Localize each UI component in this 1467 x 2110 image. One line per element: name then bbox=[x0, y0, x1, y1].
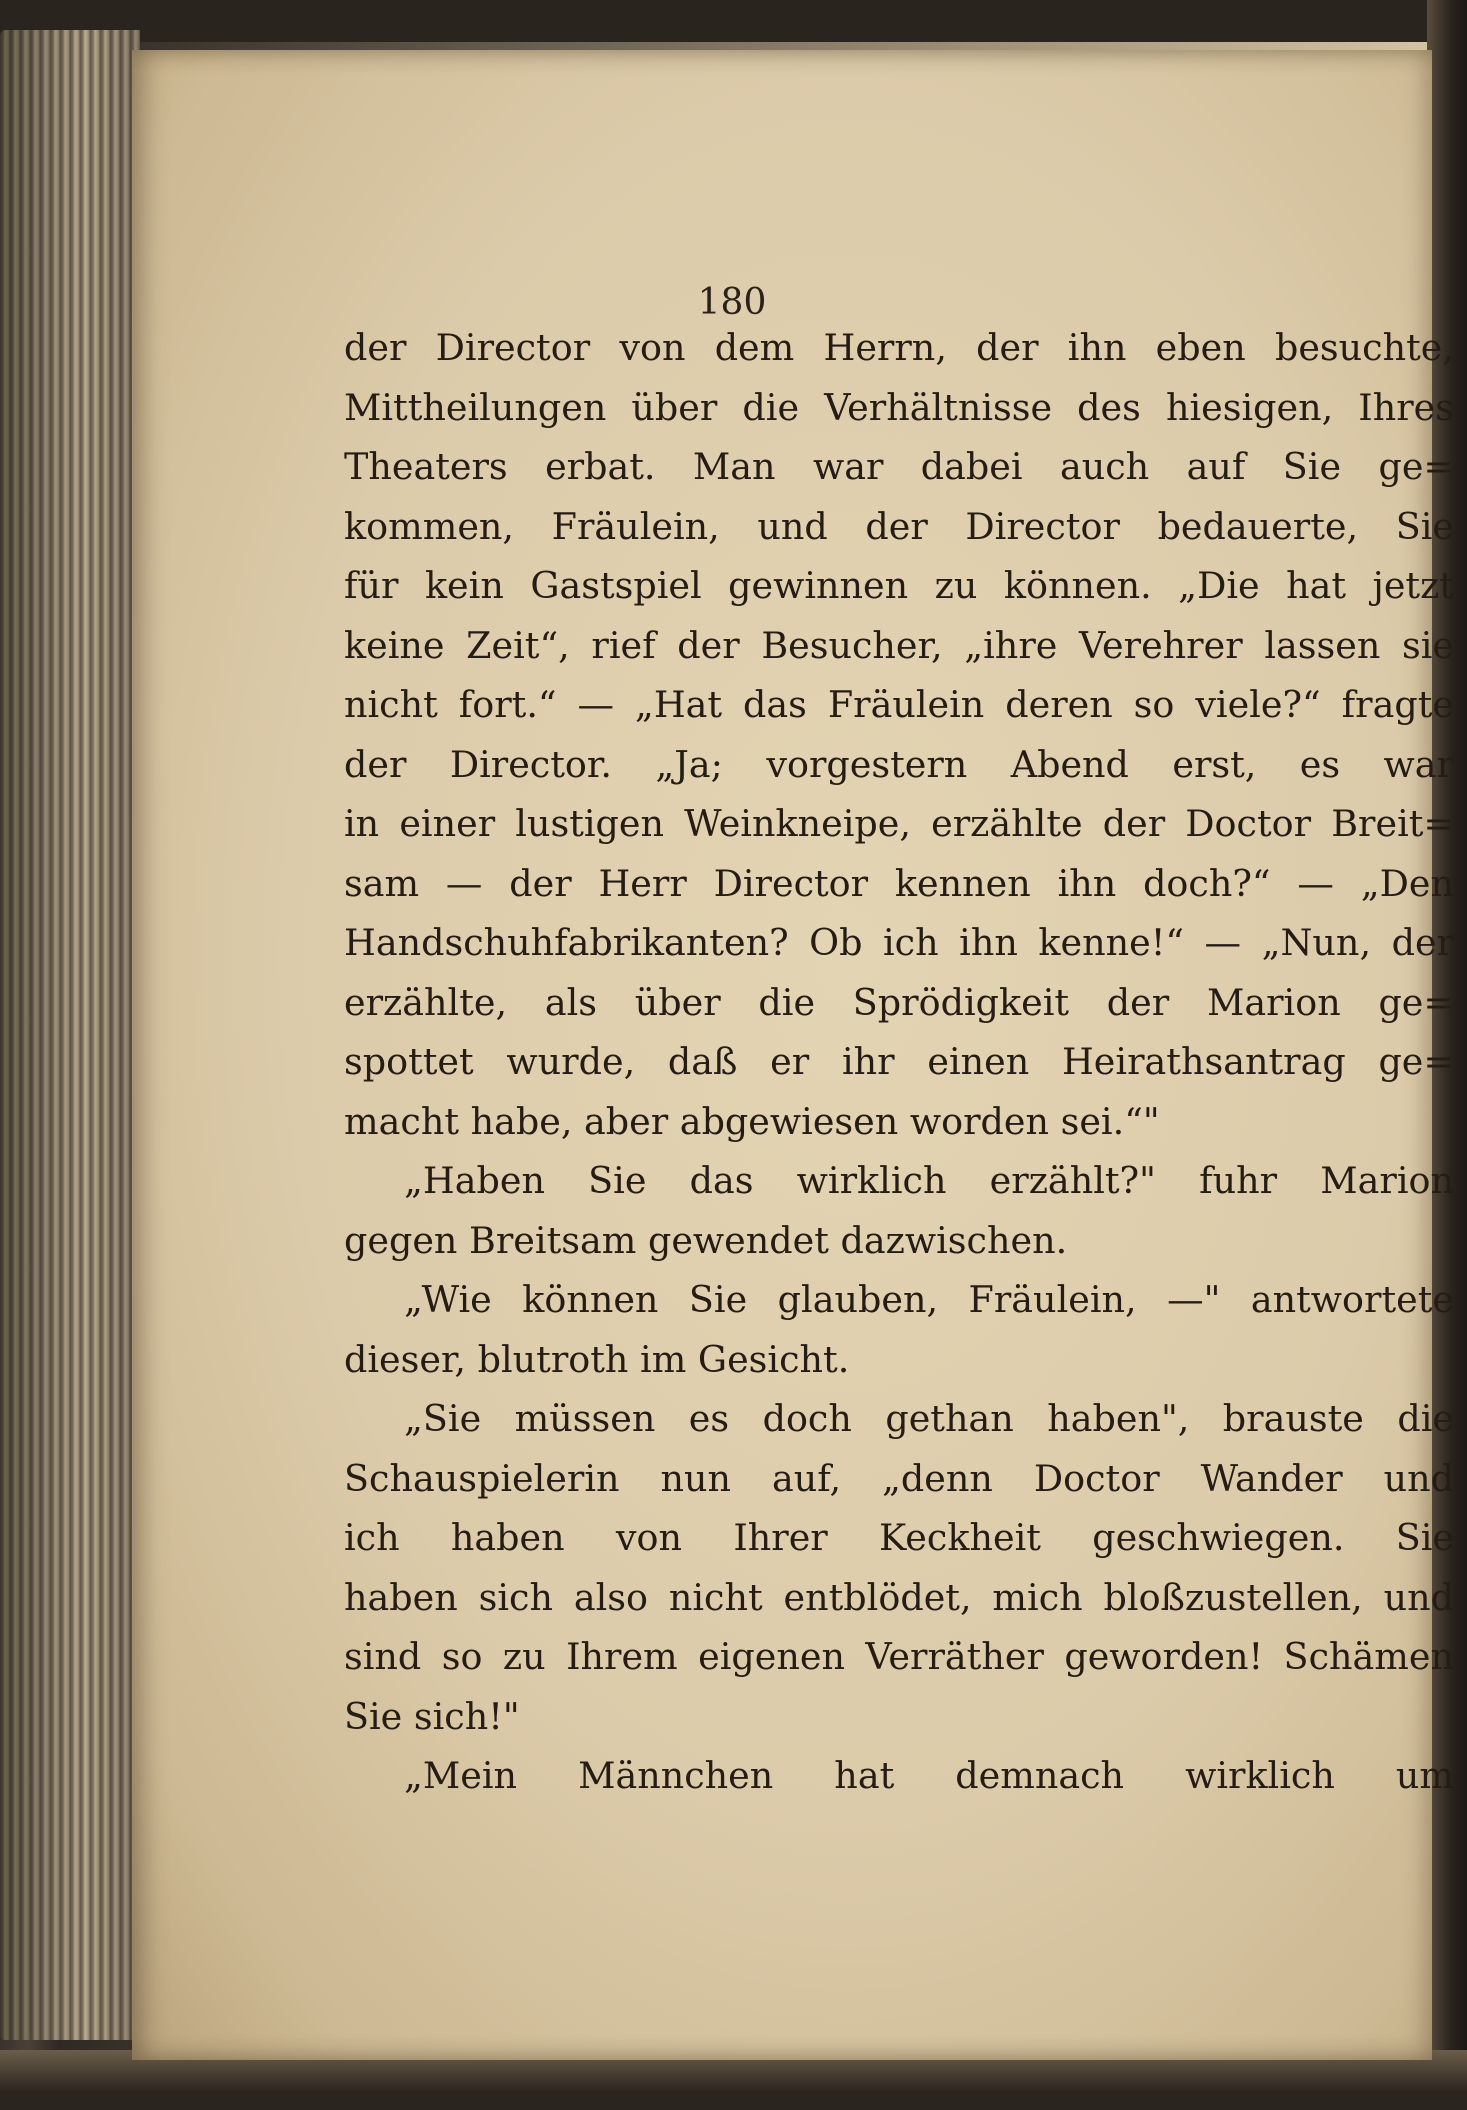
text-line: „Wie können Sie glauben, Fräulein, —" antwortete bbox=[404, 1278, 1454, 1321]
page-stack-shadow bbox=[0, 30, 140, 2040]
text-line: der Director. „Ja; vorgestern Abend erst, es war bbox=[344, 742, 1454, 786]
text-line: gegen Breitsam gewendet dazwischen. bbox=[344, 1218, 1068, 1262]
text-line: Theaters erbat. Man war dabei auch auf Sie ge= bbox=[344, 445, 1454, 488]
text-line: erzählte, als über die Sprödigkeit der Marion ge= bbox=[344, 980, 1454, 1024]
text-line: „Haben Sie das wirklich erzählt?" fuhr Marion bbox=[404, 1159, 1454, 1202]
text-line: kommen, Fräulein, und der Director bedauerte, Sie bbox=[344, 504, 1454, 548]
page-number: 180 bbox=[697, 282, 767, 323]
text-line: „Sie müssen es doch gethan haben", brauste die bbox=[404, 1397, 1454, 1440]
text-line: ich haben von Ihrer Keckheit geschwiegen. Sie bbox=[344, 1516, 1454, 1559]
text-line: Mittheilungen über die Verhältnisse des hiesigen, Ihres bbox=[344, 385, 1454, 429]
page-body-text bbox=[344, 318, 1454, 1806]
text-line: dieser, blutroth im Gesicht. bbox=[344, 1337, 850, 1381]
text-line: für kein Gastspiel gewinnen zu können. „Die hat jetzt bbox=[344, 564, 1454, 607]
text-line: Schauspielerin nun auf, „denn Doctor Wander und bbox=[344, 1456, 1454, 1500]
text-line: sind so zu Ihrem eigenen Verräther geworden! Schämen bbox=[344, 1635, 1454, 1678]
text-line: macht habe, aber abgewiesen worden sei.“" bbox=[344, 1099, 1160, 1143]
text-line: nicht fort.“ — „Hat das Fräulein deren so viele?“ fragte bbox=[344, 683, 1454, 726]
scan-top-edge bbox=[0, 0, 1467, 42]
text-line: in einer lustigen Weinkneipe, erzählte der Doctor Breit= bbox=[344, 802, 1454, 845]
text-line: der Director von dem Herrn, der ihn eben besuchte, bbox=[344, 326, 1454, 369]
text-line: haben sich also nicht entblödet, mich bloßzustellen, und bbox=[344, 1575, 1454, 1619]
text-line: sam — der Herr Director kennen ihn doch?“ — „Den bbox=[344, 861, 1454, 905]
text-line: Handschuhfabrikanten? Ob ich ihn kenne!“ — „Nun, der bbox=[344, 921, 1454, 964]
book-page bbox=[132, 50, 1454, 2060]
text-line: keine Zeit“, rief der Besucher, „ihre Verehrer lassen sie bbox=[344, 623, 1454, 667]
text-line: spottet wurde, daß er ihr einen Heirathsantrag ge= bbox=[344, 1040, 1454, 1083]
text-line: „Mein Männchen hat demnach wirklich um bbox=[404, 1754, 1454, 1797]
text-line: Sie sich!" bbox=[344, 1694, 520, 1738]
